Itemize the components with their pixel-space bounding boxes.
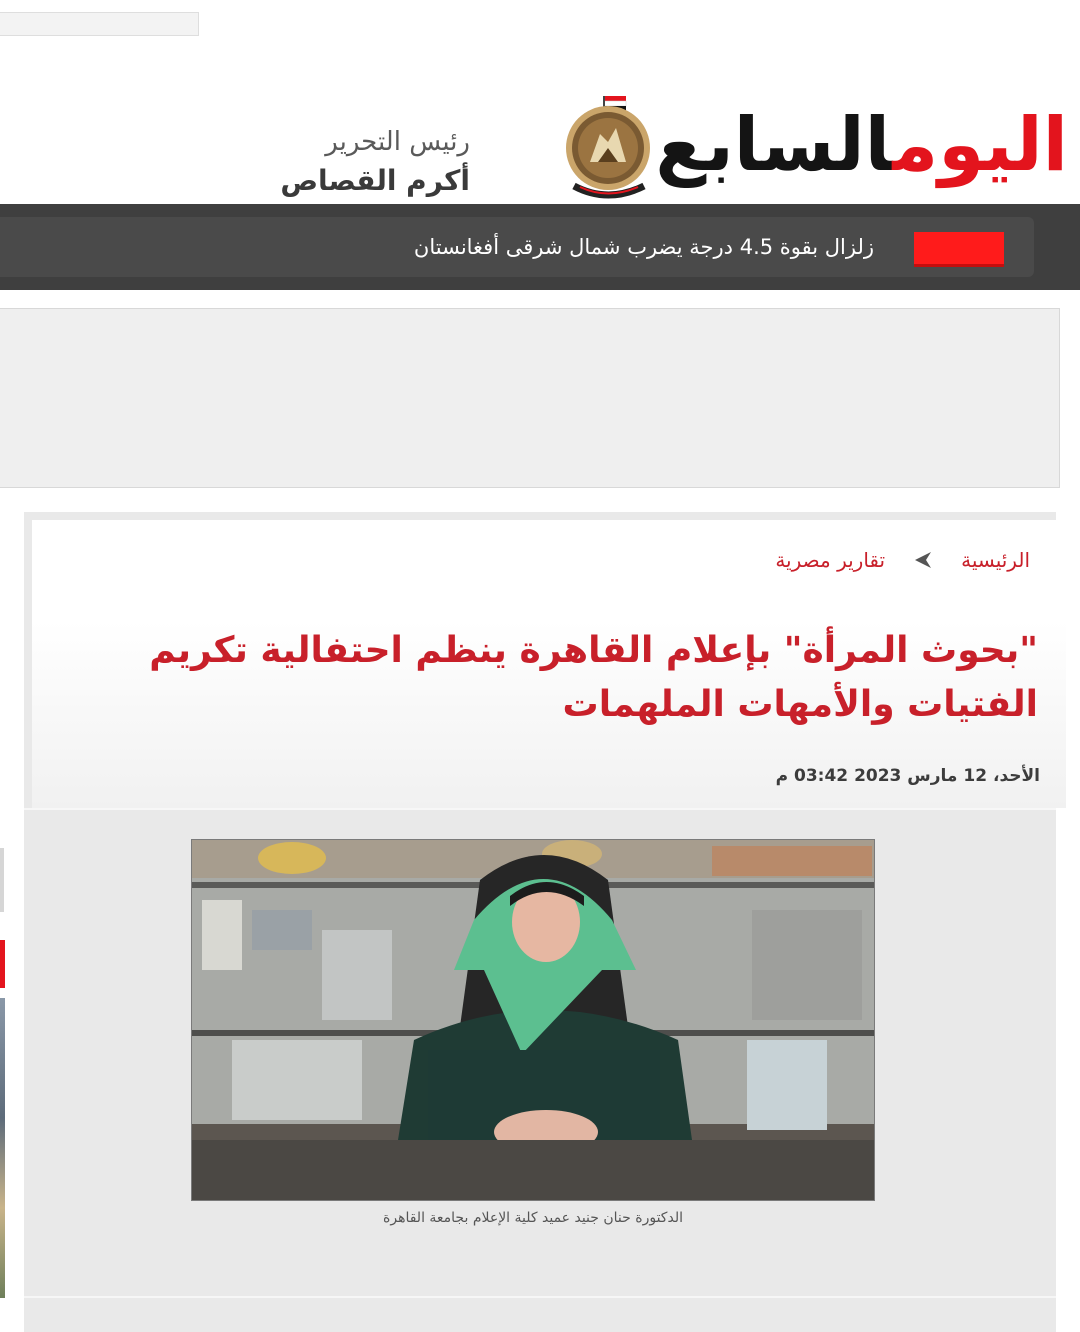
article-headline: "بحوث المرأة" بإعلام القاهرة ينظم احتفالية تكريم الفتيات والأمهات الملهمات [149, 630, 1038, 725]
editor-role: رئيس التحرير [325, 127, 470, 157]
chevron-left-icon [911, 548, 935, 572]
breadcrumb-section[interactable]: تقارير مصرية [775, 548, 886, 572]
breaking-news-bar [0, 204, 1080, 290]
logo-part-red: اليوم [892, 102, 1068, 188]
article-header [32, 520, 1066, 808]
breadcrumb-home[interactable]: الرئيسية [961, 548, 1030, 572]
editor-name: أكرم القصاص [280, 164, 470, 197]
breaking-news-inner [0, 217, 1034, 277]
article-photo[interactable] [191, 839, 875, 1201]
side-panel-thumbnail[interactable] [0, 998, 5, 1298]
side-panel-accent [0, 940, 5, 988]
article-card [24, 512, 1056, 1332]
ad-placeholder [0, 308, 1060, 488]
site-logo[interactable] [655, 85, 1068, 205]
breaking-news-headline[interactable]: زلزال بقوة 4.5 درجة يضرب شمال شرقى أفغانستان [413, 235, 874, 259]
header-divider [24, 808, 1056, 810]
next-section-edge [24, 1296, 1056, 1298]
article-photo-image [192, 840, 874, 1200]
editor-credit [230, 124, 470, 214]
side-panel-edge [0, 848, 4, 912]
logo-part-black: السابع [655, 102, 893, 188]
site-header [0, 40, 1080, 204]
breadcrumb [775, 538, 1030, 582]
anniversary-emblem-icon [560, 92, 660, 204]
breaking-news-badge [914, 232, 1004, 264]
publish-date: الأحد، 12 مارس 2023 03:42 م [775, 766, 1040, 786]
photo-caption: الدكتورة حنان جنيد عميد كلية الإعلام بجامعة القاهرة [383, 1210, 683, 1226]
search-bar-stub[interactable] [0, 12, 199, 36]
